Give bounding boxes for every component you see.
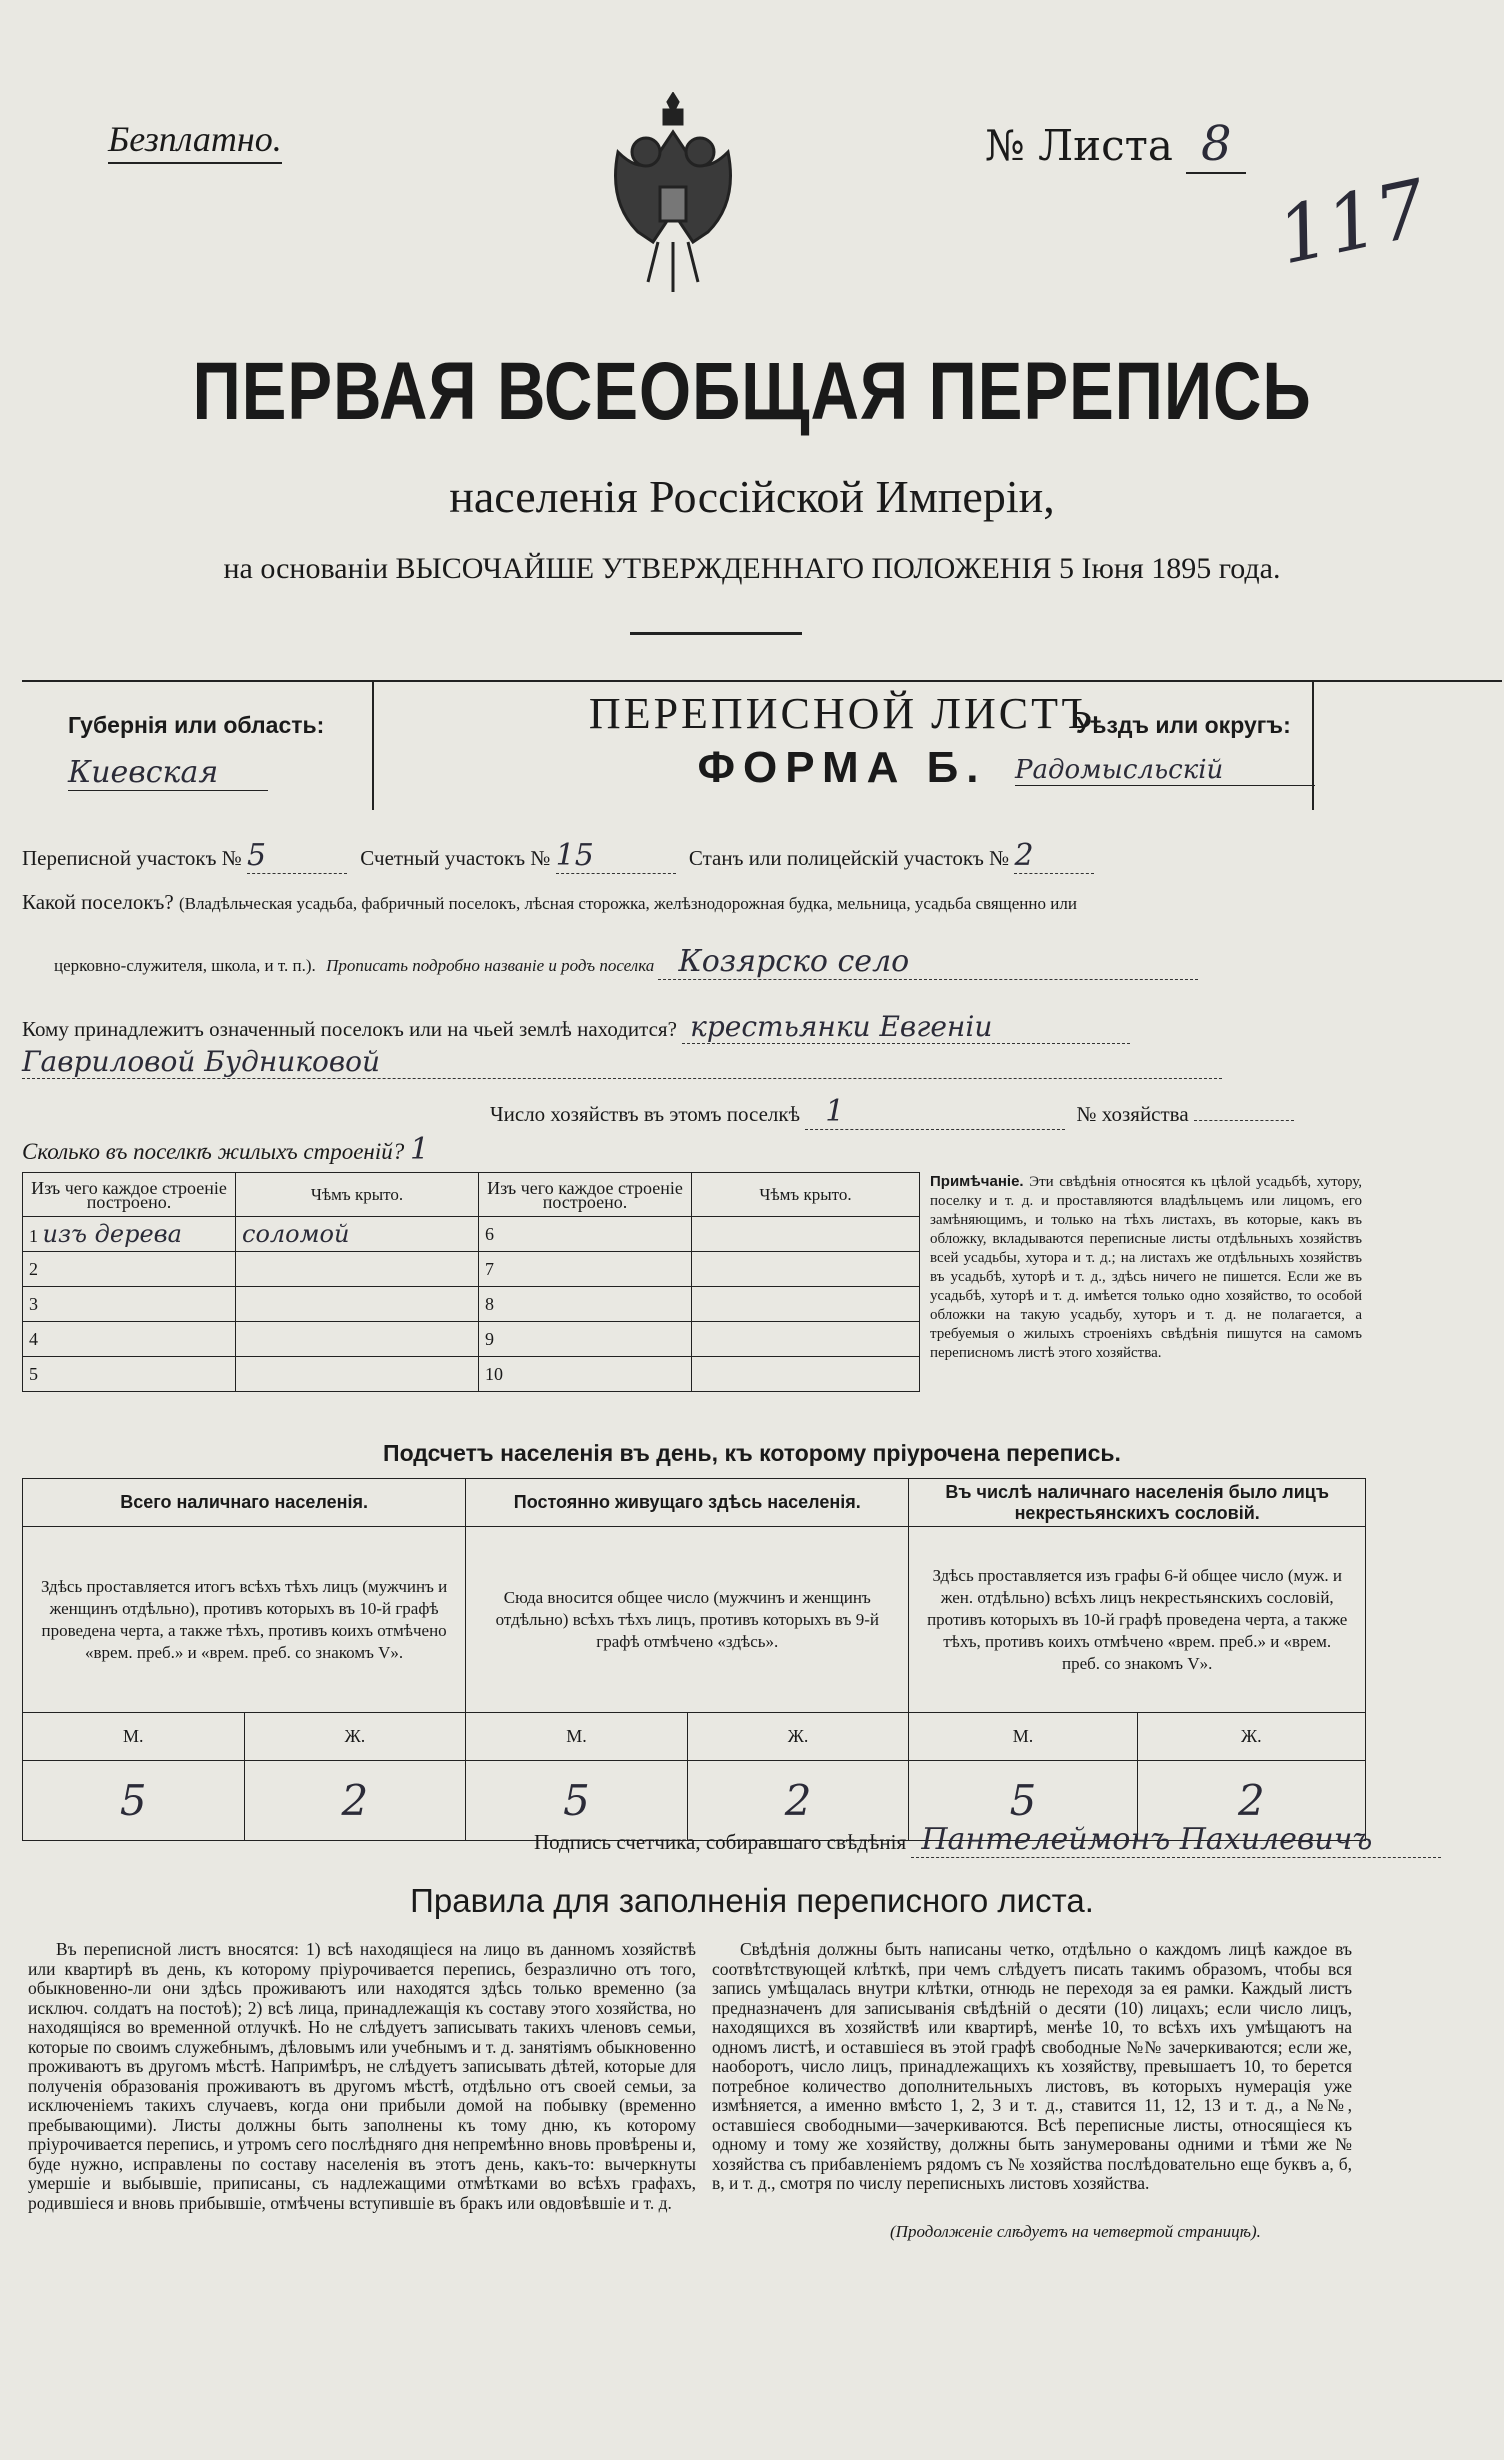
owner-label: Кому принадлежитъ означенный поселокъ или на чьей землѣ находится?	[22, 1017, 677, 1041]
settlement-line	[22, 890, 1077, 915]
main-title: ПЕРВАЯ ВСЕОБЩАЯ ПЕРЕПИСЬ	[192, 346, 1312, 437]
row-number: 4	[23, 1322, 236, 1357]
district-value: Радомысльскій	[1015, 755, 1315, 786]
row-number: 3	[23, 1287, 236, 1322]
owner-value-2: Гавриловой Будниковой	[22, 1045, 1222, 1079]
settlement-hint2: церковно-служителя, школа, и т. п.).	[54, 956, 316, 975]
free-label: Безплатно.	[108, 118, 282, 164]
province-value: Киевская	[68, 755, 268, 791]
sheet-number-value: 8	[1186, 116, 1246, 174]
buildings-line	[22, 1132, 429, 1167]
male-count: 5	[466, 1761, 688, 1841]
male-header: М.	[466, 1713, 688, 1761]
form-title-line2: ФОРМА Б.	[697, 743, 987, 792]
count-plot-label: Счетный участокъ №	[360, 846, 551, 870]
district-label: Уѣздъ или округъ:	[1076, 712, 1291, 738]
population-title: Подсчетъ населенія въ день, къ которому пріурочена перепись.	[383, 1440, 1121, 1466]
col-material-header: Изъ чего каждое строеніе построено.	[479, 1173, 692, 1217]
settlement-label: Какой поселокъ?	[22, 890, 174, 914]
row-number: 8	[479, 1287, 692, 1322]
section-desc: Сюда вносится общее число (мужчинъ и женщинъ отдѣльно) всѣхъ тѣхъ лицъ, противъ которыхъ въ 9-й графѣ отмѣчено «здѣсь».	[466, 1527, 909, 1713]
settlement-instruction: Прописать подробно названіе и родъ поселка	[326, 956, 655, 975]
row-number: 6	[479, 1217, 692, 1252]
col-roof-header: Чѣмъ крыто.	[692, 1173, 920, 1217]
rules-right-column: Свѣдѣнія должны быть написаны четко, отдѣльно о каждомъ лицѣ каждое въ соотвѣтствующей клѣткѣ, при чемъ слѣдуетъ писать такимъ образомъ, чтобы вся запись умѣщалась внутри клѣтки, отнюдь не переходя за ея рамки. Каждый листъ предназначенъ для записыванія свѣдѣній о десяти (10) лицахъ; если число лицъ, находящихся въ хозяйствѣ или квартирѣ, менѣе 10, то всѣхъ ихъ умѣщаютъ на одномъ листѣ, и оставшіеся въ этой графѣ свободные №№ зачеркиваются; если же, наоборотъ, число лицъ, принадлежащихъ къ хозяйству, превышаетъ 10, то берется потребное количество дополнительныхъ листовъ, въ которыхъ нумерація уже измѣняется, а именно вмѣсто 1, 2, 3 и т. д., ставится 11, 12, 13 и т. д., а №№, оставшіеся свободными—зачеркиваются. Всѣ переписные листы, относящіеся къ одному и тому же хозяйству, должны быть занумерованы одними и тѣми же № хозяйства съ прибавленіемъ рядомъ съ № хозяйства послѣдовательно еще буквъ а, б, в, и т. д., смотря по числу переписныхъ листовъ хозяйства.	[712, 1939, 1352, 2193]
census-plot-value: 5	[247, 838, 347, 874]
owner-line	[22, 1010, 1130, 1044]
settlement-value: Козярско село	[658, 944, 1198, 980]
plots-line	[22, 838, 1094, 874]
signature-value: Пантелеймонъ Пахилевичъ	[911, 1822, 1441, 1858]
section-head: Всего наличнаго населенія.	[23, 1479, 466, 1527]
row-number: 5	[23, 1357, 236, 1392]
male-count: 5	[23, 1761, 245, 1841]
note-head: Примѣчаніе.	[930, 1173, 1024, 1190]
population-table	[22, 1478, 1366, 1841]
building-material-value: изъ дерева	[42, 1220, 182, 1248]
female-count: 2	[687, 1761, 909, 1841]
female-header: Ж.	[687, 1713, 909, 1761]
row-number: 2	[23, 1252, 236, 1287]
settlement-line2	[54, 944, 1198, 980]
divider	[630, 632, 802, 635]
buildings-table	[22, 1172, 920, 1392]
table-row	[23, 1322, 920, 1357]
count-plot-value: 15	[556, 838, 676, 874]
table-row	[23, 1217, 920, 1252]
roof-cell	[236, 1322, 479, 1357]
row-number: 9	[479, 1322, 692, 1357]
form-title-line1: ПЕРЕПИСНОЙ ЛИСТЪ	[588, 689, 1096, 738]
row-number: 1	[29, 1226, 38, 1246]
col-roof-header: Чѣмъ крыто.	[236, 1173, 479, 1217]
sheet-number	[985, 116, 1246, 174]
households-line	[490, 1094, 1294, 1130]
households-value: 1	[805, 1094, 1065, 1130]
roof-cell	[236, 1357, 479, 1392]
section-desc: Здѣсь проставляется изъ графы 6-й общее число (муж. и жен. отдѣльно) всѣхъ лицъ некрестьянскихъ сословій, противъ которыхъ въ 10-й графѣ проведена черта, а также тѣхъ, противъ коихъ отмѣчено «врем. преб.» и «врем. преб. со знакомъ V».	[909, 1527, 1366, 1713]
archive-number: 117	[1270, 163, 1435, 283]
section-head: Постоянно живущаго здѣсь населенія.	[466, 1479, 909, 1527]
roof-cell	[692, 1252, 920, 1287]
section-desc: Здѣсь проставляется итогъ всѣхъ тѣхъ лицъ (мужчинъ и женщинъ отдѣльно), противъ которыхъ въ 10-й графѣ проведена черта, а также тѣхъ, противъ коихъ отмѣчено «врем. преб.» и «врем. преб. со знакомъ V».	[23, 1527, 466, 1713]
rules-continued: (Продолженіе слѣдуетъ на четвертой страницѣ).	[890, 2222, 1261, 2241]
male-count: 5	[909, 1761, 1137, 1841]
buildings-label: Сколько въ поселкѣ жилыхъ строеній?	[22, 1139, 405, 1164]
note-block	[930, 1172, 1362, 1363]
rules-left-column: Въ переписной листъ вносятся: 1) всѣ находящіеся на лицо въ данномъ хозяйствѣ или квартирѣ въ день, къ которому пріурочивается перепись, безразлично отъ того, обыкновенно-ли они здѣсь проживаютъ или находятся здѣсь только временно (за исключ. солдатъ на постоѣ); 2) всѣ лица, принадлежащія къ составу этого хозяйства, но находящіяся во временной отлучкѣ. Но не слѣдуетъ записывать такихъ членовъ семьи, которые по своимъ служебнымъ, дѣловымъ или учебнымъ и т. д. занятіямъ обыкновенно проживаютъ въ другомъ мѣстѣ. Напримѣръ, не слѣдуетъ записывать дѣтей, которые для полученія образованія проживаютъ въ другомъ мѣстѣ, отдѣльно отъ своей семьи, за исключеніемъ такихъ случаевъ, когда они прибыли домой на побывку (временно пребывающими). Листы должны быть заполнены къ тому дню, къ которому пріурочивается перепись, и утромъ сего послѣдняго дня непремѣнно вновь провѣрены и, буде нужно, исправлены по составу населенія въ этотъ день, какъ-то: вычеркнуты умершіе и выбывшіе, приписаны, съ надлежащими отмѣтками во всѣхъ графахъ, родившіеся и вновь прибывшіе, отмѣчены вступившіе въ бракъ или овдовѣвшіе и т. д.	[28, 1939, 696, 2213]
building-material-cell	[23, 1217, 236, 1252]
roof-cell	[692, 1217, 920, 1252]
settlement-hint: (Владѣльческая усадьба, фабричный поселокъ, лѣсная сторожка, желѣзнодорожная будка, мельница, усадьба священно или	[178, 894, 1077, 913]
province-label: Губернія или область:	[68, 712, 325, 738]
female-header: Ж.	[1137, 1713, 1365, 1761]
note-text: Эти свѣдѣнія относятся къ цѣлой усадьбѣ, хутору, поселку и т. д. и проставляются владѣльцемъ или лицомъ, его замѣняющимъ, и только на тѣхъ листахъ, въ которые, какъ въ обложку, вкладываются переписные листы отдѣльныхъ хозяйствъ всей усадьбы, хутора и т. д.; на листахъ же отдѣльныхъ хозяйствъ въ усадьбѣ, хуторѣ и т. д., здѣсь ничего не пишется. Если же въ усадьбѣ, хуторѣ и т. д. имѣется только одно хозяйство, то особой обложки на такую усадьбу, хуторъ и т. д. не полагается, а требуемыя о жилыхъ строеніяхъ свѣдѣнія пишутся на самомъ переписномъ листѣ этого хозяйства.	[930, 1174, 1363, 1361]
table-row	[23, 1287, 920, 1322]
signature-label: Подпись счетчика, собиравшаго свѣдѣнія	[534, 1830, 907, 1854]
household-number-value	[1194, 1120, 1294, 1121]
row-number: 7	[479, 1252, 692, 1287]
section-head: Въ числѣ наличнаго населенія было лицъ некрестьянскихъ сословій.	[909, 1479, 1366, 1527]
roof-cell	[236, 1287, 479, 1322]
female-count: 2	[244, 1761, 466, 1841]
roof-cell	[236, 1252, 479, 1287]
signature-line	[534, 1822, 1441, 1858]
census-plot-label: Переписной участокъ №	[22, 846, 242, 870]
roof-cell	[692, 1357, 920, 1392]
table-row	[23, 1357, 920, 1392]
households-label: Число хозяйствъ въ этомъ поселкѣ	[490, 1102, 800, 1126]
divider	[1312, 680, 1314, 810]
camp-label: Станъ или полицейскій участокъ №	[688, 846, 1010, 870]
double-headed-eagle-emblem	[598, 92, 748, 307]
male-header: М.	[909, 1713, 1137, 1761]
rules-title: Правила для заполненія переписного листа.	[410, 1882, 1094, 1919]
camp-value: 2	[1014, 838, 1094, 874]
female-header: Ж.	[244, 1713, 466, 1761]
owner-value-1: крестьянки Евгеніи	[682, 1010, 1130, 1044]
table-row	[23, 1252, 920, 1287]
row-number: 10	[479, 1357, 692, 1392]
male-header: М.	[23, 1713, 245, 1761]
legal-basis: на основаніи ВЫСОЧАЙШЕ УТВЕРЖДЕННАГО ПОЛОЖЕНІЯ 5 Іюня 1895 года.	[223, 552, 1281, 585]
buildings-value: 1	[409, 1132, 430, 1167]
female-count: 2	[1137, 1761, 1365, 1841]
roof-cell	[692, 1322, 920, 1357]
subtitle: населенія Россійской Имперіи,	[449, 471, 1055, 522]
household-number-label: № хозяйства	[1076, 1102, 1189, 1126]
building-roof-value: соломой	[236, 1217, 479, 1252]
col-material-header: Изъ чего каждое строеніе построено.	[23, 1173, 236, 1217]
sheet-number-label: № Листа	[985, 121, 1173, 170]
roof-cell	[692, 1287, 920, 1322]
